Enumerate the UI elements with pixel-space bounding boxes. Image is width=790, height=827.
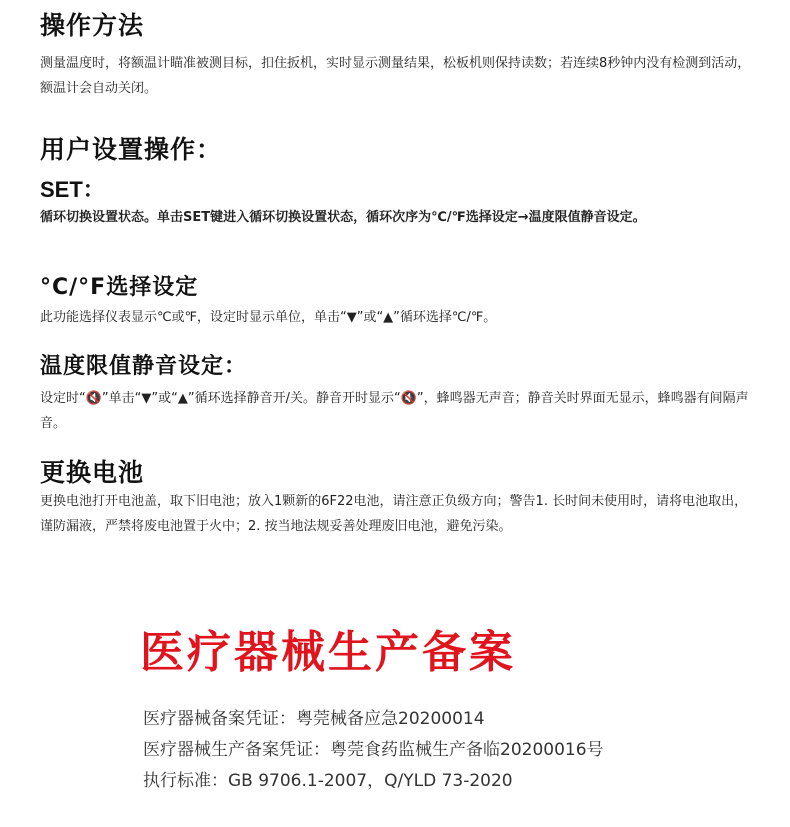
registration-line-1: 医疗器械备案凭证：粤莞械备应急20200014 [143,709,485,729]
registration-line-3: 执行标准：GB 9706.1-2007，Q/YLD 73-2020 [143,771,513,791]
mute-text: 设定时“🔇”单击“▼”或“▲”循环选择静音开/关。静音开时显示“🔇”，蜂鸣器无声音；静音关时界面无显示，蜂鸣器有间隔声音。 [40,391,749,431]
battery-title: 更换电池 [40,458,145,487]
unit-select-text: 此功能选择仪表显示℃或℉，设定时显示单位，单击“▼”或“▲”循环选择℃/℉。 [40,310,497,325]
battery-text: 更换电池打开电池盖，取下旧电池；放入1颗新的6F22电池，请注意正负级方向；警告1. 长时间未使用时，请将电池取出，谨防漏液，严禁将废电池置于火中；2. 按当地法规妥善处理废旧电池，避免污染。 [40,494,748,534]
registration-line-2: 医疗器械生产备案凭证：粤莞食药监械生产备临20200016号 [143,740,604,760]
user-settings-title: 用户设置操作： [40,135,223,164]
unit-select-title: °C/°F选择设定 [40,275,199,300]
operation-title: 操作方法 [40,11,145,40]
operation-text: 测量温度时，将额温计瞄准被测目标，扣住扳机，实时显示测量结果，松板机则保持读数；若连续8秒钟内没有检测到活动，额温计会自动关闭。 [40,56,751,96]
mute-title: 温度限值静音设定： [40,354,248,379]
registration-title: 医疗器械生产备案 [140,627,516,678]
set-title: SET： [40,177,105,202]
set-text: 循环切换设置状态。单击SET键进入循环切换设置状态，循环次序为℃/℉选择设定→温度限值静音设定。 [40,210,646,225]
